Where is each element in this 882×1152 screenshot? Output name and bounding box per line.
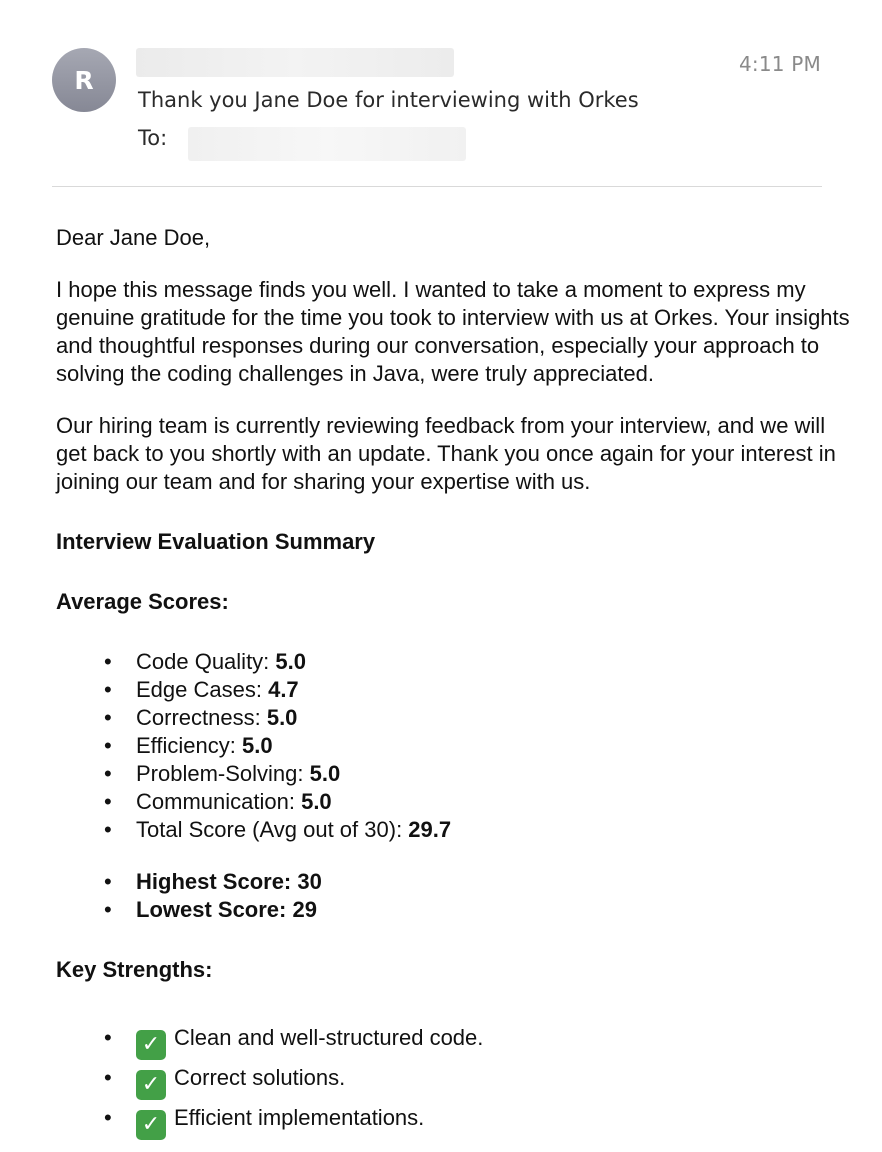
list-item: • Total Score (Avg out of 30): 29.7 [104, 817, 452, 842]
score-extremes-list [56, 868, 856, 924]
list-item: • Correctness: 5.0 [104, 705, 298, 730]
email-body [56, 224, 856, 1144]
average-scores-heading: Average Scores: [56, 589, 229, 614]
received-time: 4:11 PM [739, 52, 821, 76]
bullet-icon: • [104, 869, 112, 894]
list-item: • Problem-Solving: 5.0 [104, 761, 341, 786]
bullet-icon: • [104, 897, 112, 922]
evaluation-summary-heading: Interview Evaluation Summary [56, 529, 376, 554]
bullet-icon: • [104, 677, 112, 702]
recipient-redacted [188, 127, 466, 161]
header-divider [52, 186, 822, 187]
list-item: • Efficiency: 5.0 [104, 733, 273, 758]
bullet-icon: • [104, 1065, 112, 1090]
paragraph-gratitude: I hope this message finds you well. I wanted to take a moment to express my genuine gratitude for the time you took to interview with us at Orkes. Your insights and thoughtful responses during our conversation, especially your approach to solving the coding challenges in Java, were truly appreciated. [56, 277, 850, 386]
sender-initial: R [74, 65, 94, 95]
list-item: • ✓ Correct solutions. [56, 1064, 856, 1104]
list-item: • Lowest Score: 29 [104, 897, 317, 922]
sender-name-redacted [136, 48, 454, 77]
score-list [56, 648, 856, 844]
list-item: • Edge Cases: 4.7 [104, 677, 299, 702]
bullet-icon: • [104, 705, 112, 730]
greeting: Dear Jane Doe, [56, 225, 211, 250]
check-mark-icon: ✓ [136, 1110, 166, 1140]
list-item: • Code Quality: 5.0 [104, 649, 306, 674]
strengths-list [56, 1024, 856, 1144]
to-label: To: [138, 126, 168, 150]
sender-avatar[interactable] [52, 48, 116, 112]
bullet-icon: • [104, 649, 112, 674]
email-subject: Thank you Jane Doe for interviewing with Orkes [138, 88, 639, 112]
bullet-icon: • [104, 789, 112, 814]
check-mark-icon: ✓ [136, 1030, 166, 1060]
list-item: • ✓ Clean and well-structured code. [56, 1024, 856, 1064]
bullet-icon: • [104, 817, 112, 842]
bullet-icon: • [104, 1025, 112, 1050]
key-strengths-heading: Key Strengths: [56, 957, 213, 982]
email-header [0, 0, 882, 188]
bullet-icon: • [104, 733, 112, 758]
bullet-icon: • [104, 1105, 112, 1130]
list-item: • Communication: 5.0 [104, 789, 332, 814]
paragraph-review: Our hiring team is currently reviewing feedback from your interview, and we will get back to you shortly with an update. Thank you once again for your interest in joining our team and for sharing your expertise with us. [56, 413, 836, 494]
list-item: • Highest Score: 30 [104, 869, 322, 894]
bullet-icon: • [104, 761, 112, 786]
check-mark-icon: ✓ [136, 1070, 166, 1100]
list-item: • ✓ Efficient implementations. [56, 1104, 856, 1144]
